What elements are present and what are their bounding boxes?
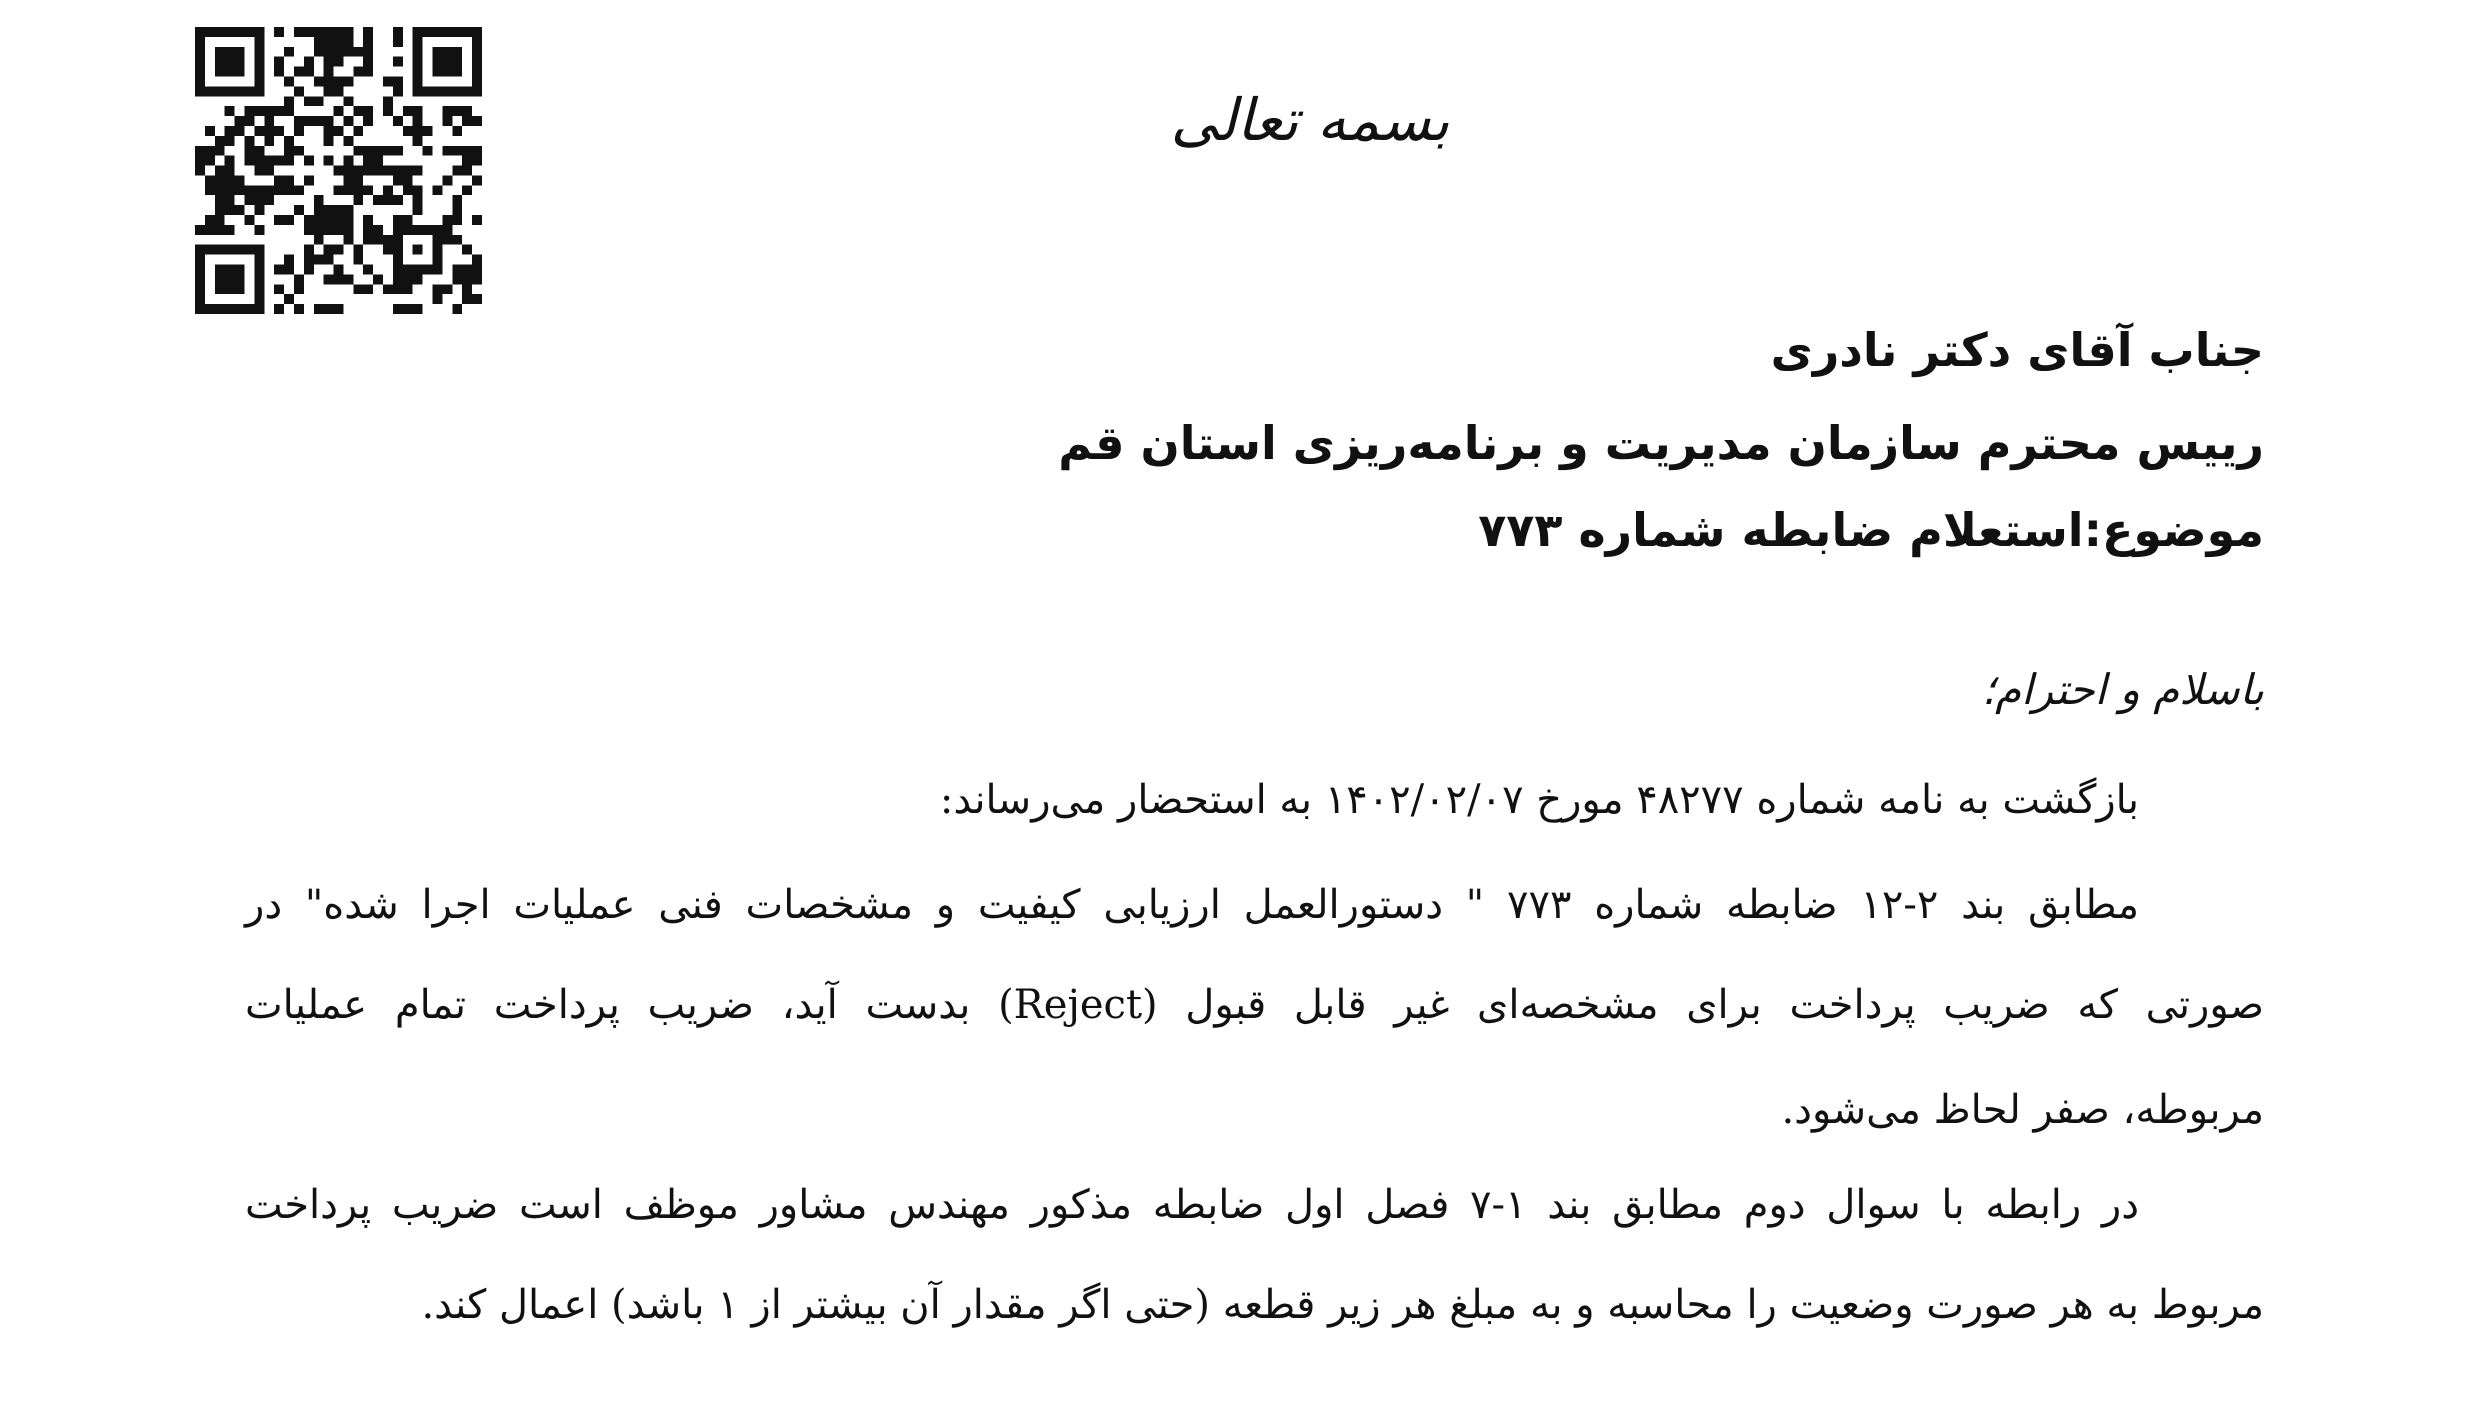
body-text: مطابق بند ۲-۱۲ ضابطه شماره ۷۷۳ " دستورالعمل ارزیابی کیفیت و مشخصات فنی عملیات اجرا شده" در (245, 882, 2139, 928)
addressee-title: رییس محترم سازمان مدیریت و برنامه‌ریزی استان قم (1058, 416, 2264, 470)
qr-code-icon (195, 27, 482, 314)
greeting: باسلام و احترام؛ (1981, 665, 2264, 714)
body-paragraph-3-line-2: مربوط به هر صورت وضعیت را محاسبه و به مبلغ هر زیر قطعه (حتی اگر مقدار آن بیشتر از ۱ باشد) اعمال کند. (421, 1282, 2264, 1328)
body-paragraph-2-line-1 (245, 875, 2264, 935)
body-paragraph-2-line-2: صورتی که ضریب پرداخت برای مشخصه‌ای غیر قابل قبول (Reject) بدست آید، ضریب پرداخت تمام عملیات (245, 982, 2265, 1028)
body-paragraph-1: بازگشت به نامه شماره ۴۸۲۷۷ مورخ ۱۴۰۲/۰۲/۰۷ به استحضار می‌رساند: (939, 777, 2139, 823)
basmala-heading: بسمه تعالی (1170, 86, 1450, 154)
body-paragraph-2-line-3: مربوطه، صفر لحاظ می‌شود. (1781, 1087, 2264, 1133)
addressee-name: جناب آقای دکتر نادری (1770, 323, 2264, 377)
subject-line: موضوع:استعلام ضابطه شماره ۷۷۳ (1478, 503, 2264, 557)
body-paragraph-3-line-1: در رابطه با سوال دوم مطابق بند ۱-۷ فصل اول ضابطه مذکور مهندس مشاور موظف است ضریب پرداخت (245, 1182, 2140, 1228)
